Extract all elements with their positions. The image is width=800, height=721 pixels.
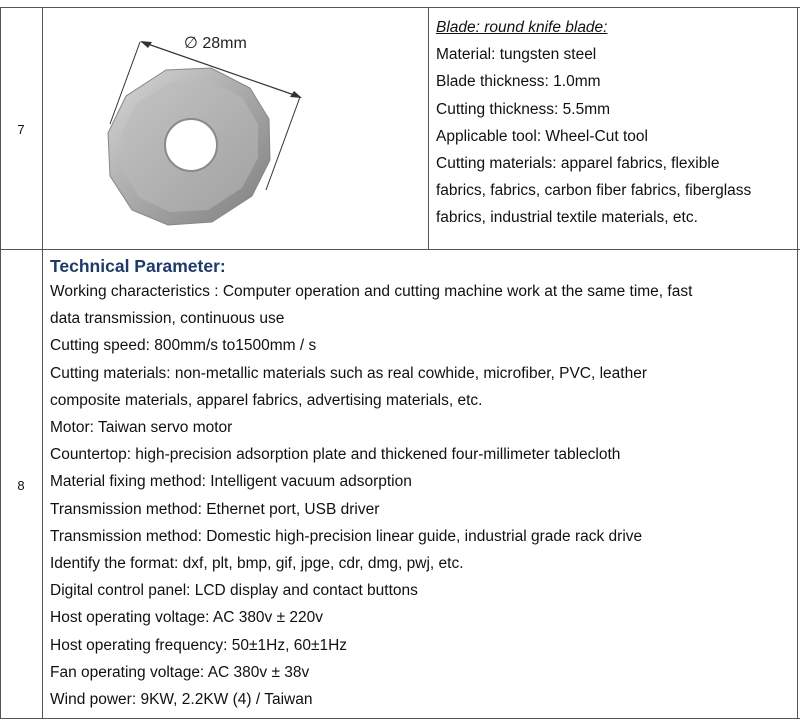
blade-spec-line: fabrics, industrial textile materials, etc. xyxy=(436,209,698,227)
table-border-left xyxy=(0,7,1,719)
blade-spec-line: Material: tungsten steel xyxy=(436,46,597,64)
parameter-line: Host operating frequency: 50±1Hz, 60±1Hz xyxy=(50,636,348,654)
parameter-line: Fan operating voltage: AC 380v ± 38v xyxy=(50,663,310,681)
parameter-line: Host operating voltage: AC 380v ± 220v xyxy=(50,609,324,627)
table-border-top xyxy=(0,7,800,8)
parameter-line: Transmission method: Ethernet port, USB driver xyxy=(50,500,380,518)
row-number: 8 xyxy=(17,478,25,493)
parameter-line: Material fixing method: Intelligent vacuum adsorption xyxy=(50,473,412,491)
parameter-line: composite materials, apparel fabrics, advertising materials, etc. xyxy=(50,391,483,409)
blade-image xyxy=(44,12,426,248)
image-column-divider xyxy=(428,7,429,249)
blade-spec-line: Cutting thickness: 5.5mm xyxy=(436,100,611,118)
parameter-line: Cutting speed: 800mm/s to1500mm / s xyxy=(50,337,317,355)
parameter-line: Motor: Taiwan servo motor xyxy=(50,419,233,437)
technical-parameters xyxy=(50,254,795,713)
blade-spec-line: fabrics, fabrics, carbon fiber fabrics, fiberglass xyxy=(436,182,752,200)
parameter-line: Countertop: high-precision adsorption plate and thickened four-millimeter tablecloth xyxy=(50,446,621,464)
table-border-bottom xyxy=(0,718,800,719)
dimension-arrow-right xyxy=(290,91,302,98)
blade-spec-title: Blade: round knife blade: xyxy=(436,19,608,36)
blade-spec-line: Cutting materials: apparel fabrics, flexible xyxy=(436,155,720,173)
table-border-right xyxy=(797,7,798,719)
blade-spec-line: Blade thickness: 1.0mm xyxy=(436,73,601,91)
blade-spec xyxy=(436,14,796,232)
parameter-line: data transmission, continuous use xyxy=(50,310,285,328)
parameter-line: Wind power: 9KW, 2.2KW (4) / Taiwan xyxy=(50,691,313,709)
parameter-line: Identify the format: dxf, plt, bmp, gif, jpge, cdr, dmg, pwj, etc. xyxy=(50,555,464,573)
parameter-line: Cutting materials: non-metallic materials such as real cowhide, microfiber, PVC, leather xyxy=(50,364,647,382)
blade-spec-line: Applicable tool: Wheel-Cut tool xyxy=(436,127,648,145)
dimension-label: ∅ 28mm xyxy=(184,35,247,52)
parameter-line: Working characteristics : Computer operation and cutting machine work at the same time, fast xyxy=(50,283,693,300)
dimension-arrow-left xyxy=(140,41,152,48)
blade-illustration xyxy=(44,12,426,248)
row-number: 7 xyxy=(17,122,25,137)
row-divider xyxy=(0,249,800,250)
technical-parameter-heading: Technical Parameter: xyxy=(50,256,226,276)
parameter-line: Digital control panel: LCD display and contact buttons xyxy=(50,582,418,600)
extension-line-right xyxy=(266,97,300,190)
parameter-line: Transmission method: Domestic high-precision linear guide, industrial grade rack drive xyxy=(50,527,643,545)
number-column-divider xyxy=(42,7,43,719)
